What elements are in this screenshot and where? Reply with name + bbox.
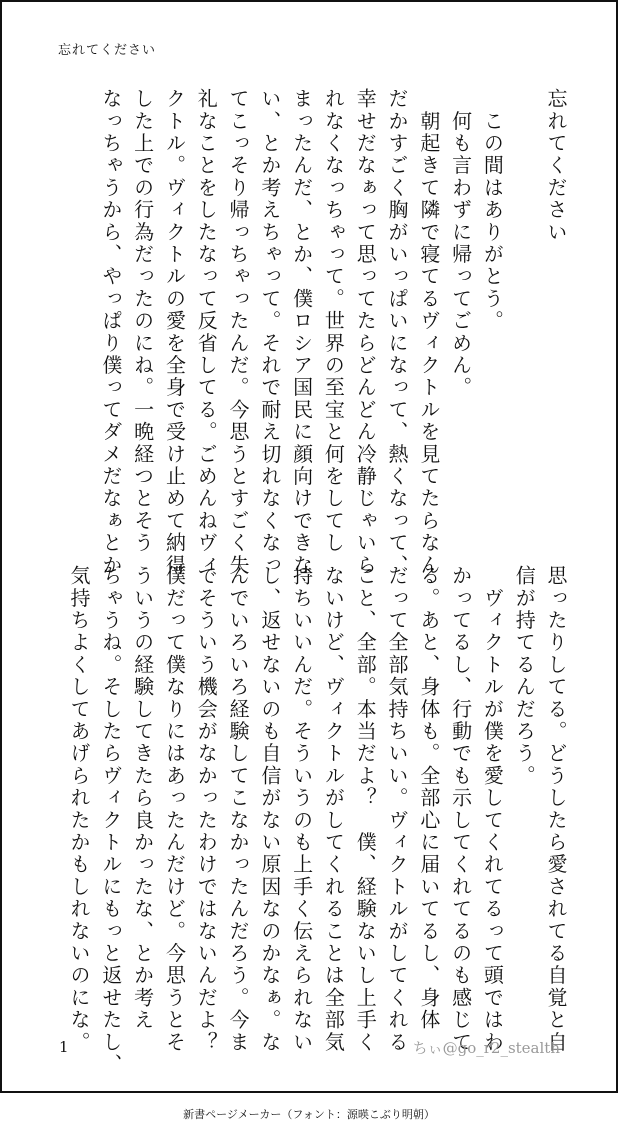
text-line: クトル。ヴィクトルの愛を全身で受け止めて納得 bbox=[162, 88, 187, 577]
text-line: 礼なことをしたなって反省してる。ごめんねヴィ bbox=[194, 88, 219, 577]
text-line: ちゃうね。そしたらヴィクトルにもっと返せたし、 bbox=[98, 565, 123, 1076]
running-header: 忘れてください bbox=[58, 43, 157, 58]
text-line: 持ちいいんだ。そういうのも上手く伝えられない bbox=[289, 565, 314, 1054]
text-line: だって全部気持ちいい。ヴィクトルがしてくれる bbox=[385, 565, 410, 1054]
generator-footer: 新書ページメーカー（フォント：源暎こぶり明朝） bbox=[183, 1108, 435, 1121]
text-line: 幸せだなぁって思ってたらどんどん冷静じゃいら bbox=[353, 88, 378, 577]
text-line: かってるし、行動でも示してくれてるのも感じて bbox=[448, 565, 473, 1054]
page-number: 1 bbox=[59, 1038, 69, 1056]
text-line: ないけど、ヴィクトルがしてくれることは全部気 bbox=[321, 565, 346, 1054]
chapter-title: 忘れてください bbox=[544, 88, 568, 244]
text-line: 思ったりしてる。どうしたら愛されてる自覚と自 bbox=[544, 565, 568, 1054]
text-line: い、とか考えちゃって。それで耐え切れなくなっ bbox=[257, 88, 282, 577]
text-line: る。あと、身体も。全部心に届いてるし、身体 bbox=[416, 565, 441, 1032]
author-credit: ちぃ@go_r2_stealth bbox=[412, 1039, 560, 1057]
text-line: てこっそり帰っちゃったんだ。今思うとすごく失 bbox=[226, 88, 251, 577]
text-line: 僕だって僕なりにはあったんだけど。今思うとそ bbox=[162, 565, 187, 1054]
text-line: なっちゃうから、やっぱり僕ってダメだなぁとか bbox=[98, 88, 123, 577]
text-line: し、返せないのも自信がない原因なのかなぁ。な bbox=[257, 565, 282, 1054]
text-line: 気持ちよくしてあげられたかもしれないのにな。 bbox=[67, 565, 92, 1054]
text-line: れなくなっちゃって。世界の至宝と何をしてし bbox=[321, 88, 346, 555]
text-line: 何も言わずに帰ってごめん。 bbox=[448, 88, 473, 399]
text-line: ういうの経験してきたら良かったな、とか考え bbox=[130, 565, 155, 1032]
text-line: 信が持てるんだろう。 bbox=[512, 565, 537, 787]
text-line: こと、全部。本当だよ？ 僕、経験ないし上手く bbox=[353, 565, 378, 1054]
text-column-upper bbox=[94, 88, 571, 577]
text-line: ヴィクトルが僕を愛してくれてるって頭ではわ bbox=[480, 565, 505, 1054]
text-line: でそういう機会がなかったわけではないんだよ？ bbox=[194, 565, 219, 1054]
text-line: まったんだ、とか、僕ロシア国民に顔向けできな bbox=[289, 88, 314, 577]
text-line: だかすごく胸がいっぱいになって、熱くなって、 bbox=[385, 88, 410, 577]
text-line: この間はありがとう。 bbox=[480, 88, 505, 333]
text-line: んでいろいろ経験してこなかったんだろう。今ま bbox=[226, 565, 251, 1054]
text-line: した上での行為だったのにね。一晩経つとそう bbox=[130, 88, 155, 555]
text-line: 朝起きて隣で寝てるヴィクトルを見てたらなん bbox=[416, 88, 441, 577]
